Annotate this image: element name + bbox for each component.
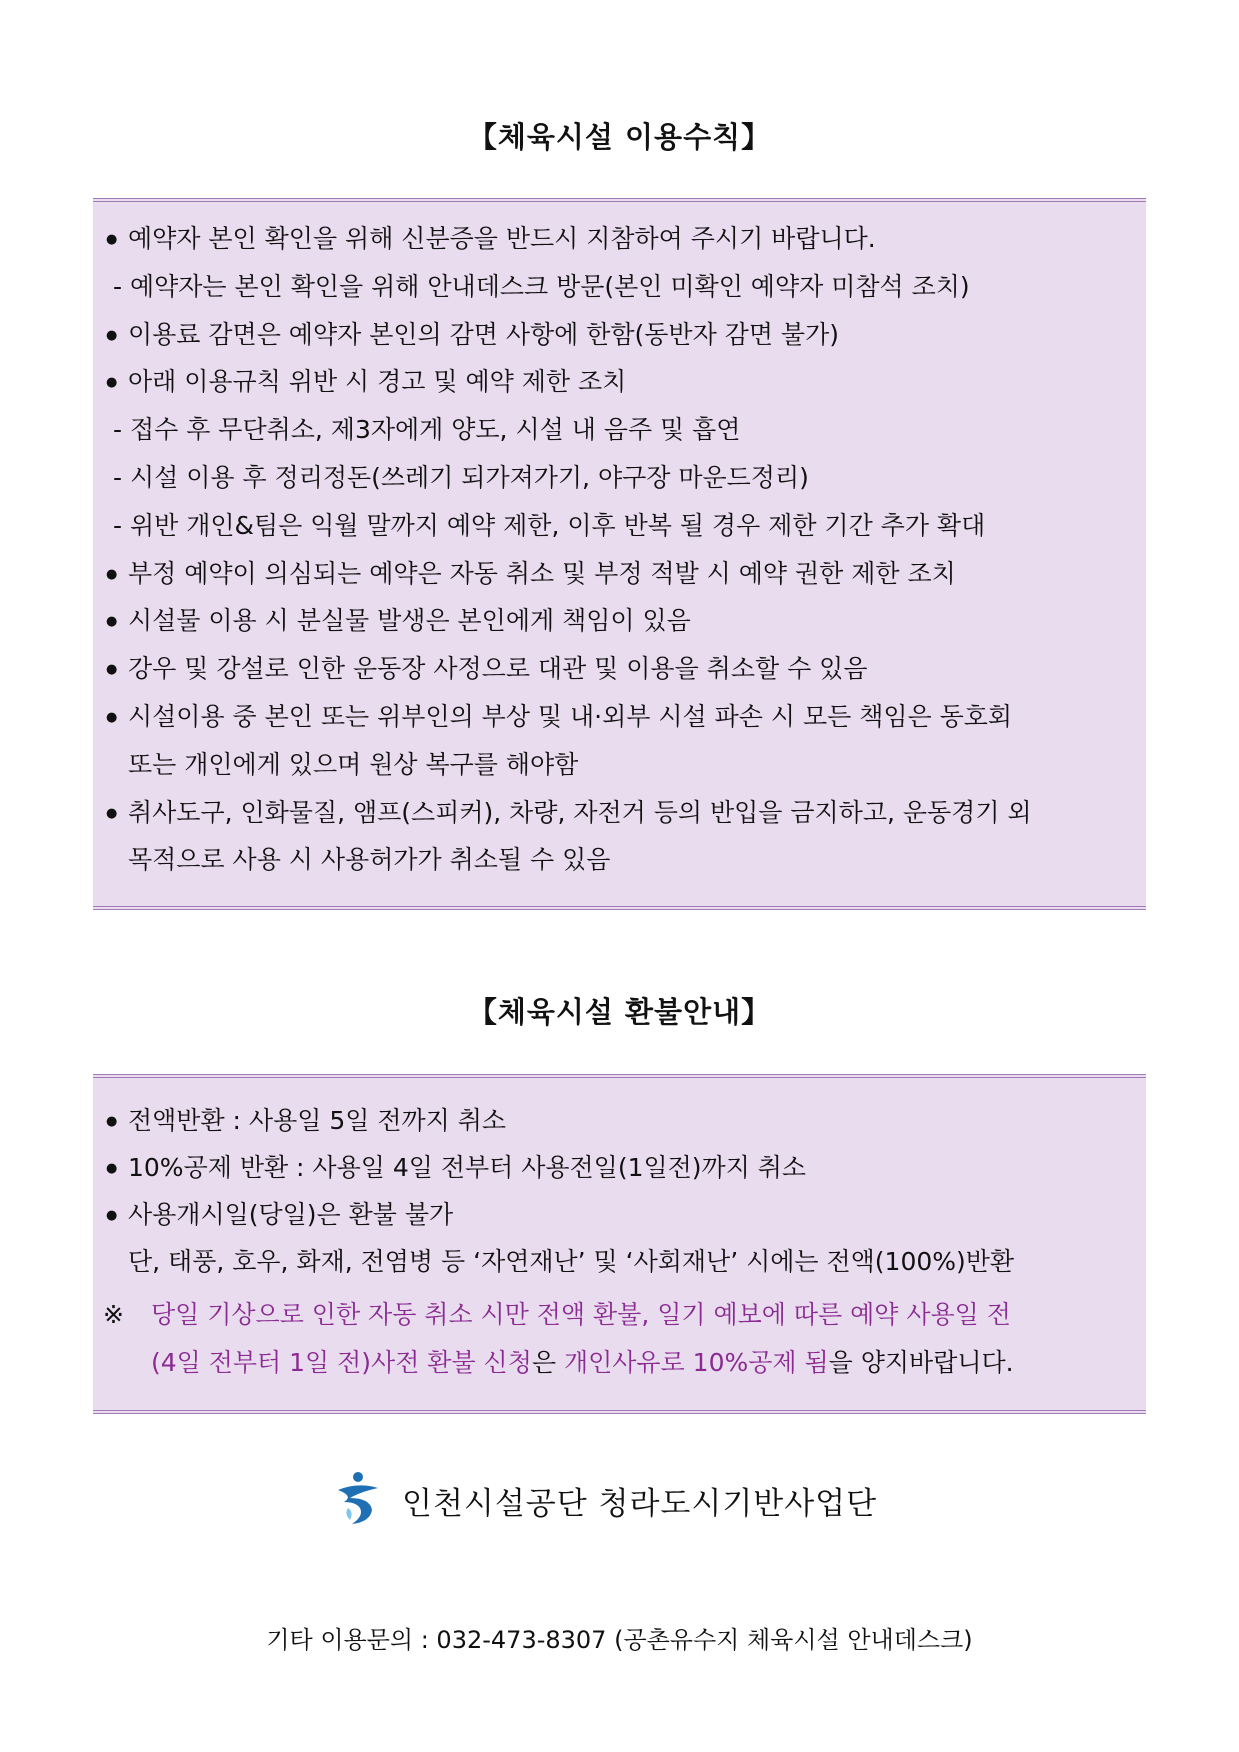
- rules-line-text: 부정 예약이 의심되는 예약은 자동 취소 및 부정 적발 시 예약 권한 제한 조치: [128, 558, 956, 588]
- rules-line-text: - 예약자는 본인 확인을 위해 안내데스크 방문(본인 미확인 예약자 미참석 조치): [113, 271, 970, 301]
- refund-box: [93, 1074, 1146, 1414]
- rules-line-text: 아래 이용규칙 위반 시 경고 및 예약 제한 조치: [128, 367, 627, 397]
- notice-purple-b: 개인사유로 10%공제 됨: [563, 1348, 829, 1377]
- rules-title: 【체육시설 이용수칙】: [467, 120, 772, 154]
- rules-line-text: 시설이용 중 본인 또는 위부인의 부상 및 내·외부 시설 파손 시 모든 책임은 동호회: [128, 702, 1013, 731]
- rules-line-text: 취사도구, 인화물질, 앰프(스피커), 차량, 자전거 등의 반입을 금지하고, 운동경기 외: [128, 797, 1032, 827]
- rules-line-text: 시설물 이용 시 분실물 발생은 본인에게 책임이 있음: [128, 606, 691, 636]
- contact-info: 기타 이용문의 : 032-473-8307 (공촌유수지 체육시설 안내데스크): [266, 1626, 973, 1654]
- refund-line-text: 사용개시일(당일)은 환불 불가: [128, 1200, 454, 1229]
- notice-text-1: 당일 기상으로 인한 자동 취소 시만 전액 환불, 일기 예보에 따른 예약 사용일 전: [151, 1300, 1011, 1329]
- rules-line-text: 강우 및 강설로 인한 운동장 사정으로 대관 및 이용을 취소할 수 있음: [128, 654, 868, 684]
- refund-line-text: 10%공제 반환 : 사용일 4일 전부터 사용전일(1일전)까지 취소: [128, 1153, 807, 1182]
- notice-black-a: 은: [531, 1348, 564, 1377]
- notice-black-b: 을 양지바랍니다.: [828, 1348, 1014, 1377]
- refund-line-text: 전액반환 : 사용일 5일 전까지 취소: [128, 1106, 507, 1135]
- rules-line-text: 예약자 본인 확인을 위해 신분증을 반드시 지참하여 주시기 바랍니다.: [128, 224, 876, 253]
- notice-purple-a: (4일 전부터 1일 전)사전 환불 신청: [151, 1348, 532, 1377]
- rules-line-text: - 위반 개인&팀은 익월 말까지 예약 제한, 이후 반복 될 경우 제한 기간 추가 확대: [113, 510, 986, 540]
- rules-line-text: - 접수 후 무단취소, 제3자에게 양도, 시설 내 음주 및 흡연: [113, 415, 741, 445]
- org-name: 인천시설공단 청라도시기반사업단: [402, 1486, 878, 1522]
- rules-line-text: 이용료 감면은 예약자 본인의 감면 사항에 한함(동반자 감면 불가): [128, 319, 839, 349]
- rules-line-text: 목적으로 사용 시 사용허가가 취소될 수 있음: [128, 845, 611, 875]
- org-logo-icon: [330, 1468, 390, 1528]
- refund-line-text: 단, 태풍, 호우, 화재, 전염병 등 ‘자연재난’ 및 ‘사회재난’ 시에는 전액(100%)반환: [128, 1247, 1015, 1276]
- rules-line-text: 또는 개인에게 있으며 원상 복구를 해야함: [128, 749, 579, 779]
- notice-mark: ※: [103, 1300, 124, 1329]
- refund-title: 【체육시설 환불안내】: [467, 995, 772, 1029]
- rules-line-text: - 시설 이용 후 정리정돈(쓰레기 되가져가기, 야구장 마운드정리): [113, 463, 809, 492]
- rules-box: [93, 198, 1146, 910]
